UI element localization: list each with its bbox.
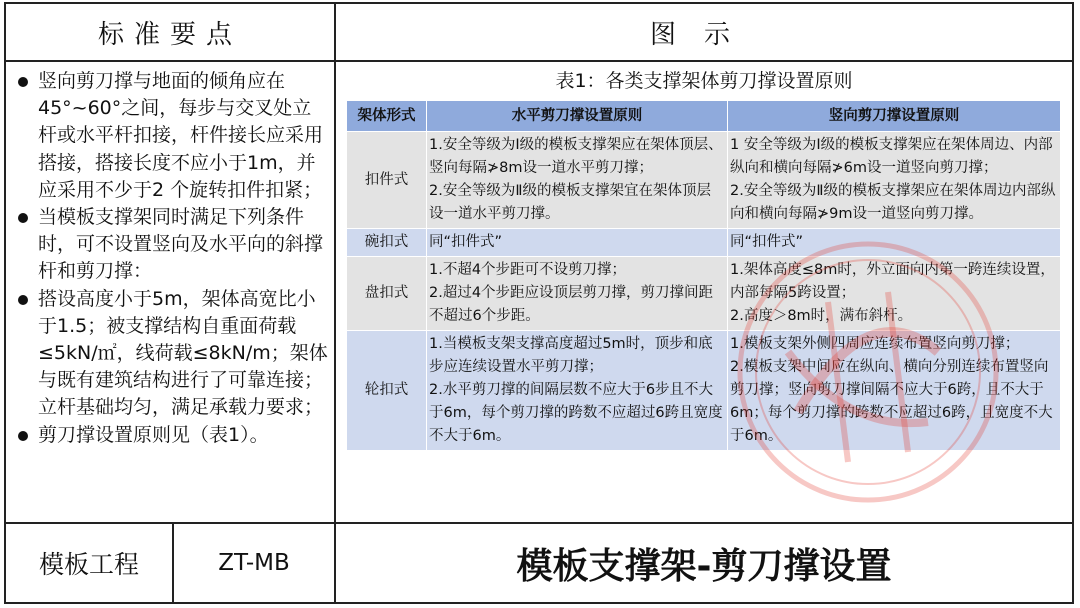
table-caption: 表1：各类支撑架体剪刀撑设置原则 <box>555 70 853 92</box>
bullet-icon <box>16 422 38 449</box>
point-text: 搭设高度小于5m，架体高宽比小于1.5；被支撑结构自重面荷载≤5kN/㎡，线荷载≤8kN/m；架体与既有建筑结构进行了可靠连接；立杆基础均匀，满足承载力要求； <box>38 287 328 419</box>
rule-line: 2.模板支架中间应在纵向、横向分别连续布置竖向剪刀撑；竖向剪刀撑间隔不应大于6跨，且不大于6m；每个剪刀撑的跨数不应超过6跨，且宽度不大于6m。 <box>730 359 1053 444</box>
header-standard-points: 标准要点 <box>6 4 336 62</box>
rule-line: 1.不超4个步距可不设剪刀撑； <box>429 262 627 278</box>
point-item <box>16 204 328 286</box>
rule-line: 1 安全等级为Ⅰ级的模板支撑架应在架体周边、内部纵向和横向每隔≯6m设一道竖向剪刀撑； <box>730 137 1053 176</box>
column-header-type: 架体形式 <box>347 101 427 132</box>
rule-line: 1.架体高度≤8m时，外立面向内第一跨连续设置，内部每隔5跨设置； <box>730 262 1055 301</box>
horizontal-rule-cell <box>427 257 728 331</box>
rule-line: 2.超过4个步距应设顶层剪刀撑，剪刀撑间距不超过6个步距。 <box>429 285 714 324</box>
rule-line: 1.当模板支架支撑高度超过5m时，顶步和底步应连续设置水平剪刀撑； <box>429 336 713 375</box>
table-row <box>347 229 1061 257</box>
rule-line: 1.模板支架外侧四周应连续布置竖向剪刀撑； <box>730 336 1020 352</box>
rule-line: 1.安全等级为Ⅰ级的模板支撑架应在架体顶层、竖向每隔≯8m设一道水平剪刀撑； <box>429 137 723 176</box>
illustration-panel <box>336 62 1072 522</box>
rule-line: 2.安全等级为Ⅱ级的模板支撑架应在架体周边内部纵向和横向每隔≯9m设一道竖向剪刀撑。 <box>730 183 1056 222</box>
point-item <box>16 422 328 449</box>
standard-points-panel <box>6 62 336 522</box>
header-illustration: 图示 <box>336 4 1072 62</box>
table-row <box>347 257 1061 331</box>
footer-category: 模板工程 <box>6 522 174 602</box>
rule-line: 同“扣件式” <box>730 234 804 250</box>
footer-code: ZT-MB <box>174 522 336 602</box>
scaffold-type-cell: 碗扣式 <box>347 229 427 257</box>
vertical-rule-cell <box>728 229 1061 257</box>
vertical-rule-cell <box>728 331 1061 451</box>
scaffold-type-cell: 扣件式 <box>347 132 427 229</box>
rule-line: 同“扣件式” <box>429 234 503 250</box>
point-text: 当模板支撑架同时满足下列条件时，可不设置竖向及水平向的斜撑杆和剪刀撑： <box>38 206 324 283</box>
point-text: 剪刀撑设置原则见（表1）。 <box>38 423 269 446</box>
rule-line: 2.水平剪刀撑的间隔层数不应大于6步且不大于6m，每个剪刀撑的跨数不应超过6跨且宽度不大于6m。 <box>429 382 723 444</box>
column-header-horizontal: 水平剪刀撑设置原则 <box>427 101 728 132</box>
horizontal-rule-cell <box>427 132 728 229</box>
column-header-vertical: 竖向剪刀撑设置原则 <box>728 101 1061 132</box>
table-row <box>347 331 1061 451</box>
horizontal-rule-cell <box>427 229 728 257</box>
bullet-icon <box>16 204 38 231</box>
table-row <box>347 132 1061 229</box>
scaffold-type-cell: 轮扣式 <box>347 331 427 451</box>
point-item <box>16 68 328 204</box>
point-item <box>16 286 328 422</box>
vertical-rule-cell <box>728 257 1061 331</box>
document-frame <box>4 2 1074 604</box>
rule-line: 2.安全等级为Ⅱ级的模板支撑架宜在架体顶层设一道水平剪刀撑。 <box>429 183 711 222</box>
horizontal-rule-cell <box>427 331 728 451</box>
rule-line: 2.高度＞8m时，满布斜杆。 <box>730 308 913 324</box>
point-text: 竖向剪刀撑与地面的倾角应在45°~60°之间，每步与交叉处立杆或水平杆扣接，杆件接长应采用搭接，搭接长度不应小于1m，并应采用不少于2 个旋转扣件扣紧； <box>38 70 324 201</box>
bullet-icon <box>16 286 38 313</box>
bullet-icon <box>16 68 38 95</box>
footer-title: 模板支撑架-剪刀撑设置 <box>336 522 1072 602</box>
scaffold-type-cell: 盘扣式 <box>347 257 427 331</box>
vertical-rule-cell <box>728 132 1061 229</box>
bracing-rules-table <box>346 100 1061 451</box>
